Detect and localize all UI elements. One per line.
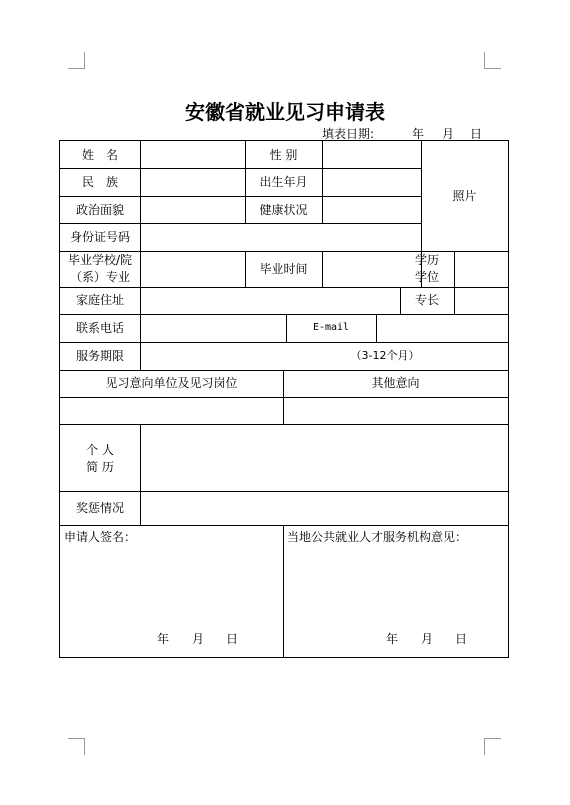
applicant-date-day: 日 <box>226 632 239 646</box>
label-health: 健康状况 <box>259 203 308 217</box>
label-school-line2: （系）专业 <box>69 270 130 284</box>
page-title: 安徽省就业见习申请表 <box>185 100 385 124</box>
label-phone: 联系电话 <box>75 321 124 335</box>
label-birth-date: 出生年月 <box>259 175 308 189</box>
label-other-intent: 其他意向 <box>371 376 420 390</box>
row-line <box>60 196 421 197</box>
label-resume-line1: 个 人 <box>86 443 114 457</box>
label-email: E-mail <box>312 322 350 333</box>
fill-date-label: 填表日期: <box>322 127 375 141</box>
col-line <box>322 251 323 287</box>
col-line <box>322 141 323 223</box>
label-school-line1: 毕业学校/院 <box>67 253 133 267</box>
row-line <box>60 424 508 425</box>
label-specialty: 专长 <box>414 293 439 307</box>
label-applicant-signature: 申请人签名： <box>64 530 137 544</box>
service-period-hint: （3-12个月） <box>350 349 420 362</box>
col-line <box>140 424 141 525</box>
label-education-line1: 学历 <box>414 253 439 267</box>
row-line <box>60 370 508 371</box>
corner-mark-bottom-right <box>484 738 501 755</box>
col-line <box>376 314 377 342</box>
label-agency-opinion: 当地公共就业人才服务机构意见： <box>287 530 468 544</box>
label-graduation-time: 毕业时间 <box>259 262 308 276</box>
corner-mark-bottom-left <box>68 738 85 755</box>
label-gender: 性 别 <box>269 148 298 162</box>
col-line <box>140 287 141 314</box>
col-line <box>454 251 455 287</box>
row-line <box>60 287 508 288</box>
row-line <box>60 397 508 398</box>
label-id-number: 身份证号码 <box>69 230 130 244</box>
col-line <box>140 314 141 342</box>
agency-date-day: 日 <box>455 632 468 646</box>
label-political-status: 政治面貌 <box>75 203 124 217</box>
row-line <box>60 314 508 315</box>
application-form-table <box>59 140 509 658</box>
col-line <box>140 342 141 370</box>
agency-date-year: 年 <box>386 632 399 646</box>
row-line <box>60 491 508 492</box>
label-ethnicity: 民 族 <box>81 175 118 189</box>
fill-date-month: 月 <box>442 127 455 141</box>
col-line <box>140 251 141 287</box>
row-line <box>60 223 421 224</box>
fill-date-day: 日 <box>470 127 483 141</box>
corner-mark-top-left <box>68 52 85 69</box>
label-rewards: 奖惩情况 <box>75 501 124 515</box>
label-resume-line2: 简 历 <box>86 460 114 474</box>
applicant-date-year: 年 <box>157 632 170 646</box>
applicant-date-month: 月 <box>192 632 205 646</box>
label-education-line2: 学位 <box>414 270 439 284</box>
label-photo: 照片 <box>452 189 477 203</box>
row-line <box>60 342 508 343</box>
corner-mark-top-right <box>484 52 501 69</box>
col-line <box>454 287 455 314</box>
label-home-address: 家庭住址 <box>75 293 124 307</box>
fill-date-year: 年 <box>412 127 425 141</box>
label-intended-unit: 见习意向单位及见习岗位 <box>105 376 238 390</box>
agency-date-month: 月 <box>421 632 434 646</box>
col-line <box>283 525 284 657</box>
row-line <box>60 525 508 526</box>
col-line <box>140 141 141 251</box>
label-name: 姓 名 <box>81 148 118 162</box>
row-line <box>60 168 421 169</box>
label-service-period: 服务期限 <box>75 349 124 363</box>
